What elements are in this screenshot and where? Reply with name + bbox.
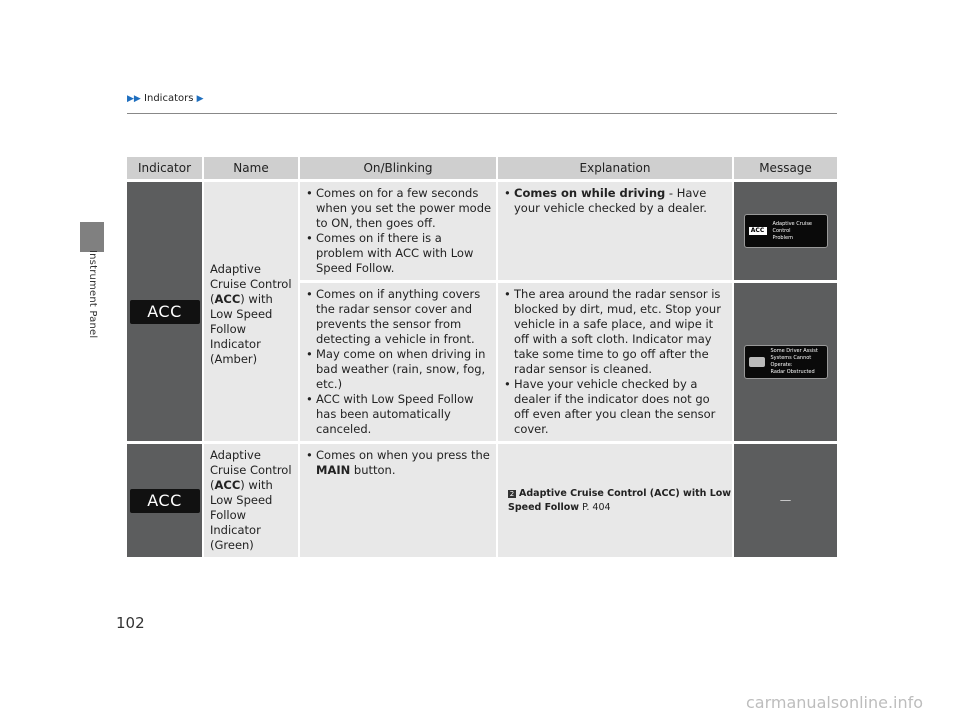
message-line: Adaptive Cruise [772,220,813,227]
header-indicator: Indicator [127,157,204,179]
explanation-cell [498,280,734,441]
on-blinking-cell [300,441,498,557]
indicator-cell [127,441,204,557]
list-item: • Comes on for a few seconds when you set the power mode to ON, then goes off. [306,186,492,231]
name-bold: ACC [214,292,241,306]
name-text: Adaptive Cruise Control ( [210,262,292,306]
message-screen [744,214,828,248]
on-blinking-cell [300,179,498,280]
reference-title: Adaptive Cruise Control (ACC) with Low Speed Follow [508,487,732,513]
name-bold: ACC [214,478,241,492]
message-cell [734,280,837,441]
watermark: carmanualsonline.info [746,693,924,712]
on-text: Comes on when you press the [316,448,490,462]
indicator-cell [127,179,204,441]
acc-amber-icon: ACC [130,300,200,324]
header-message: Message [734,157,837,179]
list-item: • Comes on if anything covers the radar sensor cover and prevents the sensor from detecting a vehicle in front. [306,287,492,347]
name-text: ) with Low Speed Follow Indicator (Amber) [210,292,273,366]
header-name: Name [204,157,300,179]
explanation-cell [498,441,734,557]
on-text: button. [350,463,396,477]
page-number: 102 [116,614,145,632]
message-cell [734,179,837,280]
list-item: • The area around the radar sensor is blocked by dirt, mud, etc. Stop your vehicle in a safe place, and wipe it off with a soft cloth. Indicator may take some time to go off after the radar sensor is cleaned. [504,287,728,377]
on-blinking-cell [300,280,498,441]
message-line: Systems Cannot [770,355,812,361]
breadcrumb [127,93,204,104]
header-rule [127,113,837,114]
explanation-cell [498,179,734,280]
header-on-blinking: On/Blinking [300,157,498,179]
table-row [127,179,837,280]
list-item: • Comes on if there is a problem with ACC with Low Speed Follow. [306,231,492,276]
header-explanation: Explanation [498,157,734,179]
reference-page: P. 404 [579,501,611,513]
explanation-text: - Have your vehicle checked by a dealer. [514,186,707,215]
list-item: • Have your vehicle checked by a dealer if the indicator does not go off even after you clean the sensor cover. [504,377,728,437]
name-text: Adaptive Cruise Control ( [210,448,292,492]
table-header-row [127,157,837,179]
name-cell [204,441,300,557]
list-item: • ACC with Low Speed Follow has been automatically canceled. [306,392,492,437]
message-line: Problem [772,234,793,241]
no-message-dash: — [779,493,792,507]
breadcrumb-arrow-icon: ▶ [196,94,204,104]
name-cell [204,179,300,441]
reference-arrow-icon: 2 [509,489,515,498]
section-tab [80,222,104,252]
message-cell [734,441,837,557]
list-item [306,448,492,478]
list-item: • May come on when driving in bad weather (rain, snow, fog, etc.) [306,347,492,392]
list-item [504,186,728,216]
message-line: Some Driver Assist [770,348,818,354]
acc-green-icon: ACC [130,489,200,513]
message-line: Radar Obstructed [770,369,815,375]
indicator-table [127,157,837,557]
radar-sensor-icon [749,357,765,367]
name-text: ) with Low Speed Follow Indicator (Green) [210,478,273,552]
acc-icon: ACC [749,227,767,235]
table-row [127,441,837,557]
section-side-label: Instrument Panel [87,250,98,339]
message-line: Operate: [770,362,793,368]
breadcrumb-arrow-icon: ▶▶ [127,94,141,104]
breadcrumb-link[interactable]: Indicators [144,93,194,104]
message-screen [744,345,828,379]
message-line: Control [772,227,791,234]
cross-reference-link[interactable] [498,487,732,515]
main-button-label: MAIN [316,463,351,477]
explanation-bold: Comes on while driving [514,186,666,200]
